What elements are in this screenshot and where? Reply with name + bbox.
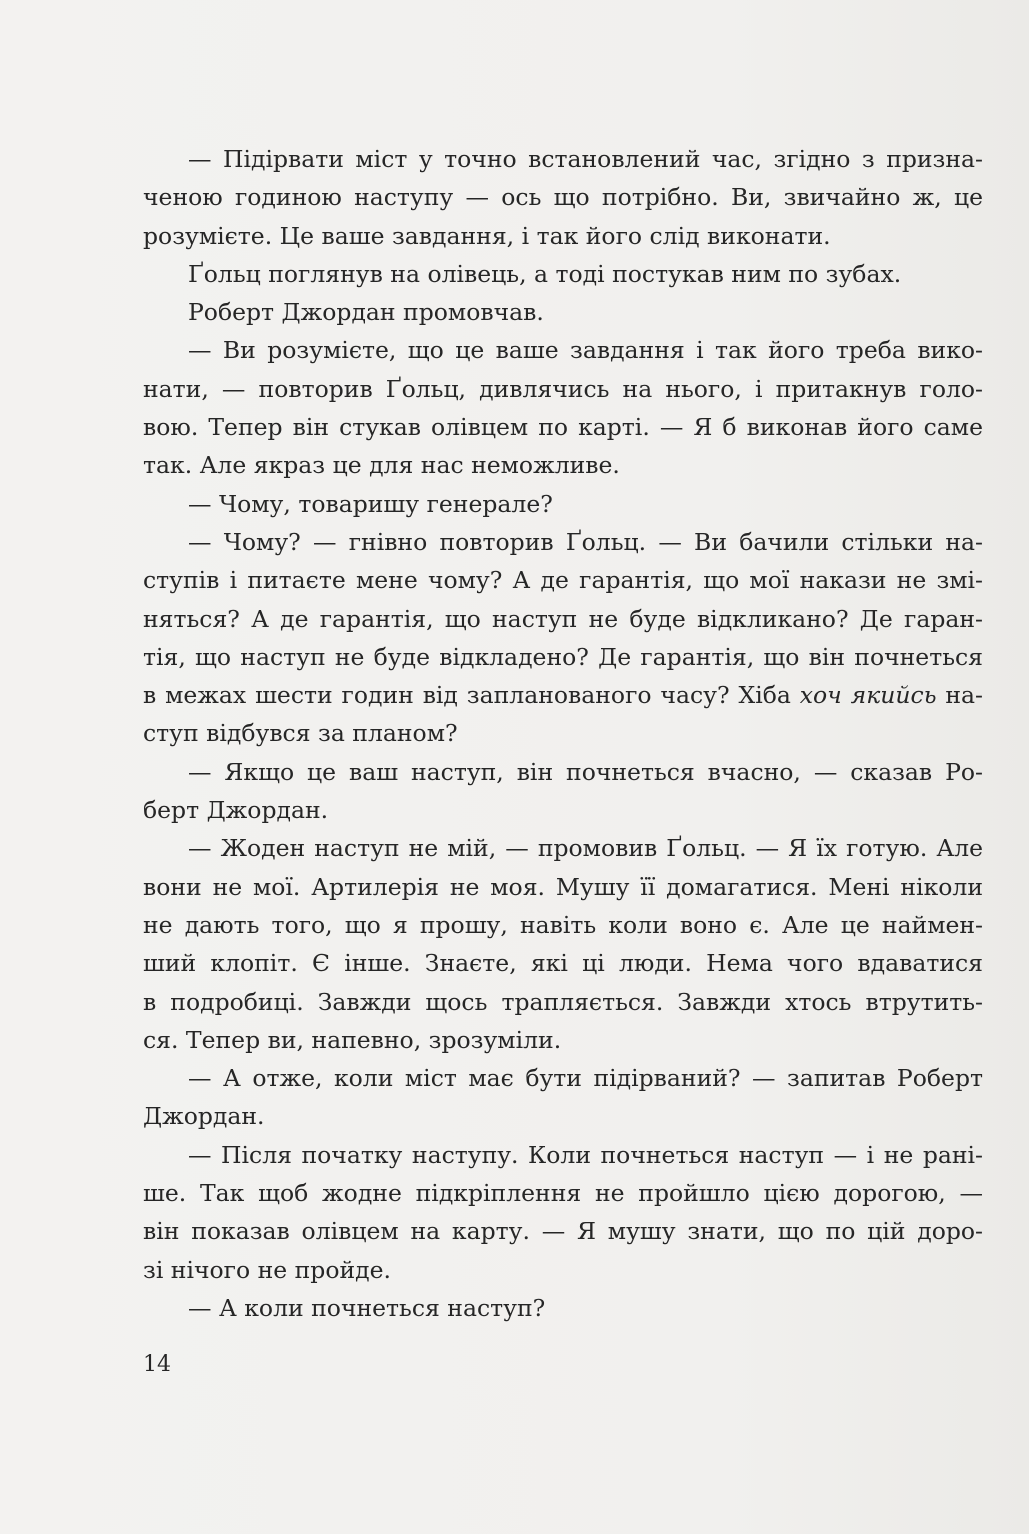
text-line: — Ви розумієте, що це ваше завдання і так його треба вико- [188,336,983,365]
text-line: Ґольц поглянув на олівець, а тоді постукав ним по зубах. [188,259,902,288]
text-line: — Підірвати міст у точно встановлений час, згідно з призна- [188,145,983,173]
text-line: нати, — повторив Ґольц, дивлячись на нього, і притакнув голо- [143,374,983,403]
text-line: ший клопіт. Є інше. Знаєте, які ці люди. Нема чого вдаватися [143,949,983,978]
text-line: — А отже, коли міст має бути підірваний? — запитав Роберт [188,1064,983,1093]
text-line: ся. Тепер ви, напевно, зрозуміли. [143,1025,562,1054]
text-line: тія, що наступ не буде відкладено? Де гарантія, що він почнеться [143,642,983,671]
text-line: Джордан. [143,1102,265,1131]
text-line: ше. Так щоб жодне підкріплення не пройшло цією дорогою, — [143,1179,983,1208]
text-line: так. Але якраз це для нас неможливе. [143,451,620,480]
text-line: ступів і питаєте мене чому? А де гарантія, що мої накази не змі- [143,566,983,595]
page-number: 14 [143,1352,171,1377]
text-line: не дають того, що я прошу, навіть коли воно є. Але це наймен- [143,910,983,939]
text-line: — Жоден наступ не мій, — промовив Ґольц. — Я їх готую. Але [188,834,983,863]
text-line: вони не мої. Артилерія не моя. Мушу її домагатися. Мені ніколи [143,872,983,901]
emphasized-text: хоч якийсь [799,681,937,710]
body-text [143,140,983,1327]
text-line: Роберт Джордан промовчав. [188,298,544,327]
text-line: він показав олівцем на карту. — Я мушу знати, що по цій доро- [143,1217,983,1246]
text-line [143,676,983,714]
text-line: зі нічого не пройде. [143,1255,392,1284]
text-line: — А коли почнеться наступ? [188,1293,546,1322]
text-line: розумієте. Це ваше завдання, і так його слід виконати. [143,221,831,250]
text-line: ченою годиною наступу — ось що потрібно. Ви, звичайно ж, це [143,183,983,212]
text-line: — Чому, товаришу генерале? [188,489,553,518]
text-run: в межах шести годин від запланованого часу? Хіба [143,681,800,710]
text-line: — Чому? — гнівно повторив Ґольц. — Ви бачили стільки на- [188,527,983,556]
text-run: на- [936,681,984,710]
text-line: в подробиці. Завжди щось трапляється. Завжди хтось втрутить- [143,987,983,1016]
text-line: ступ відбувся за планом? [143,719,458,748]
text-line: вою. Тепер він стукав олівцем по карті. — Я б виконав його саме [143,413,983,442]
text-line: берт Джордан. [143,796,329,825]
text-line: — Після початку наступу. Коли почнеться наступ — і не рані- [188,1140,983,1169]
text-line: няться? А де гарантія, що наступ не буде відкликано? Де гаран- [143,604,983,633]
text-line: — Якщо це ваш наступ, він почнеться вчасно, — сказав Ро- [188,757,983,786]
